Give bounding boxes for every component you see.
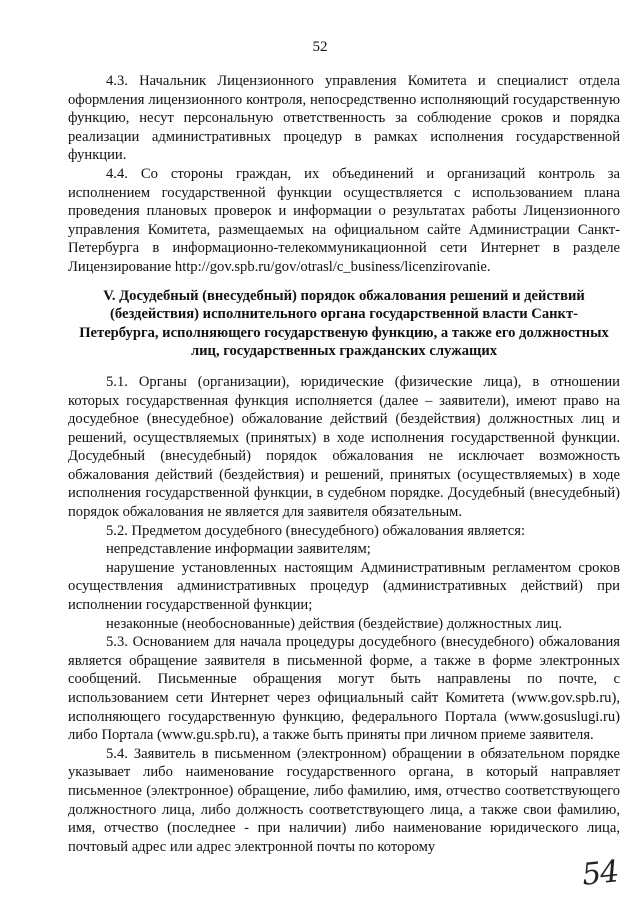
page-number: 52 <box>312 39 328 55</box>
paragraph-5-4: 5.4. Заявитель в письменном (электронном) обращении в обязательном порядке указывает либо наименование государственного органа, в который направляет письменное (электронное) обращение, либо фамилию, имя, отчество соответствующего должностного лица, либо должность соответствующего лица, а также свои фамилию, имя, отчество (последнее - при наличии) либо наименование юридического лица, почтовый адрес или адрес электронной почты по которому <box>68 745 620 855</box>
list-item: нарушение установленных настоящим Административным регламентом сроков осуществления административных процедур (административных действий) при исполнении государственной функции; <box>68 559 620 614</box>
list-item: незаконные (необоснованные) действия (бездействие) должностных лиц. <box>106 615 563 632</box>
paragraph-4-3: 4.3. Начальник Лицензионного управления Комитета и специалист отдела оформления лицензионного контроля, непосредственно исполняющий государственную функцию, несут персональную ответственность за соблюдение сроков и порядка реализации административных процедур в рамках исполнения государственной функции. <box>68 73 620 164</box>
paragraph-5-2: 5.2. Предметом досудебного (внесудебного) обжалования является: <box>106 522 526 539</box>
paragraph-5-3: 5.3. Основанием для начала процедуры досудебного (внесудебного) обжалования является обращение заявителя в письменной форме, а также в форме электронных сообщений. Письменные обращения могут быть направлены по почте, с использованием сети Интернет через официальный сайт Комитета (www.gov.spb.ru), исполняющего государственную функцию, федерального Портала (www.gosuslugi.ru) либо Портала (www.gu.spb.ru), а также быть приняты при личном приеме заявителя. <box>68 634 620 744</box>
paragraph-4-4: 4.4. Со стороны граждан, их объединений и организаций контроль за исполнением государственной функции осуществляется с использованием плана проведения плановых проверок и информации о результатах работы Лицензионного управления Комитета, размещаемых на официальном сайте Администрации Санкт-Петербурга в информационно-телекоммуникационной сети Интернет в разделе Лицензирование http://gov.spb.ru/gov/otrasl/c_business/licenzirovanie. <box>68 165 620 275</box>
list-item: непредставление информации заявителям; <box>106 541 371 558</box>
handwritten-page-number: 54 <box>580 854 620 893</box>
paragraph-5-1: 5.1. Органы (организации), юридические (физические лица), в отношении которых государственная функция исполняется (далее – заявители), имеют право на досудебное (внесудебное) обжалование действий (бездействия) должностных лиц и решений, осуществляемых (принятых) в ходе исполнения государственной функции. Досудебный (внесудебный) порядок обжалования не исключает возможность обжалования действий (бездействия) и решений, принятых (осуществляемых) в ходе исполнения государственной функции, в судебном порядке. Досудебный (внесудебный) порядок обжалования не является для заявителя обязательным. <box>68 373 620 521</box>
document-body <box>68 72 620 856</box>
section-heading: V. Досудебный (внесудебный) порядок обжалования решений и действий (бездействия) исполнительного органа государственной власти Санкт-Петербурга, исполняющего государственую функцию, а также его должностных лиц, государственных гражданских служащих <box>79 287 609 360</box>
